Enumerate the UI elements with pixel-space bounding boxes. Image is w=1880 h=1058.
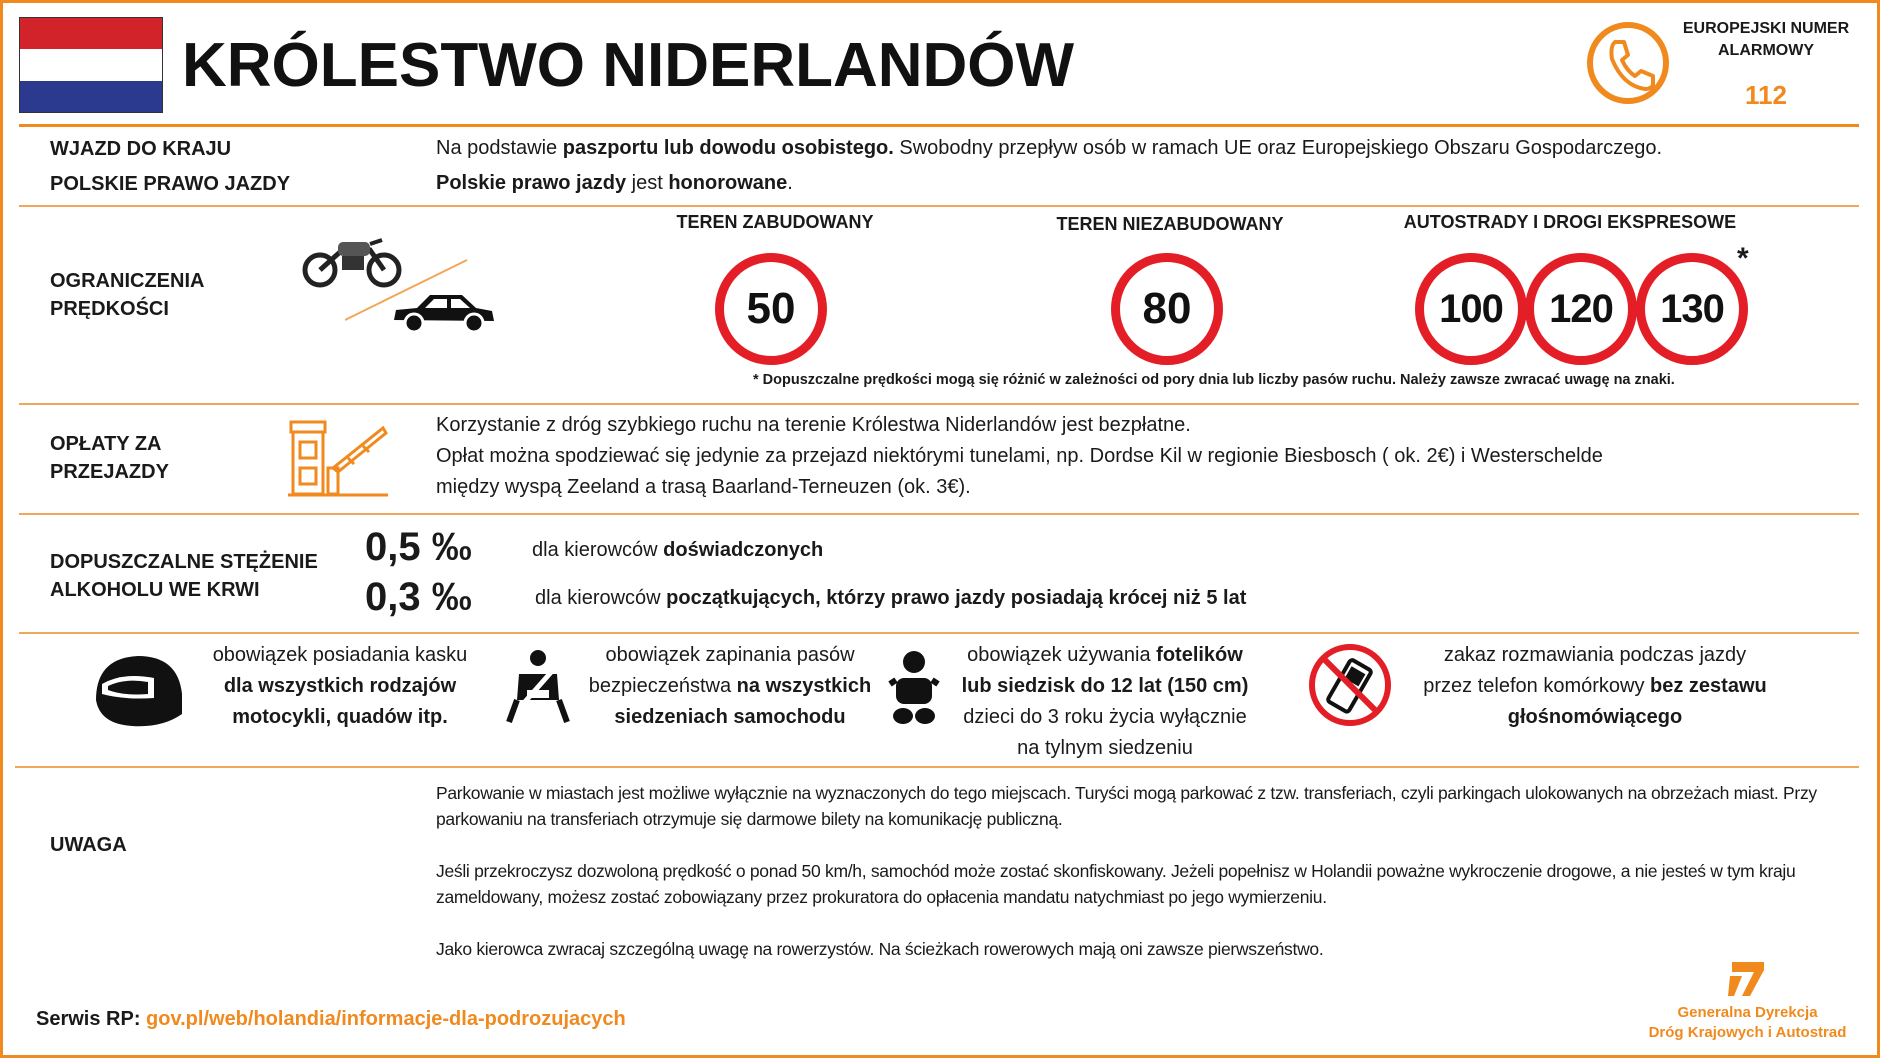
tolls-text — [436, 410, 1603, 503]
alcohol-desc-1a: dla kierowców — [532, 539, 664, 561]
emergency-line2: ALARMOWY — [1718, 42, 1814, 59]
notes-paragraph-2: Jeśli przekroczysz dozwoloną prędkość o ponad 50 km/h, samochód może zostać skonfiskowany. Jeżeli popełnisz w Holandii poważne wykroczenie drogowe, a nie jesteś w tym kraju zameldowany, możesz zostać zobowiązany przez prokuratora do opłacenia mandatu natychmiast po jego wymierzeniu. — [436, 861, 1796, 907]
speed-label — [50, 267, 204, 323]
divider — [19, 403, 1859, 405]
divider — [19, 632, 1859, 634]
rural-title: TEREN NIEZABUDOWANY — [1056, 214, 1284, 234]
entry-label: WJAZD DO KRAJU — [50, 138, 232, 160]
emergency-label — [1676, 18, 1856, 62]
rule-child-l1b: fotelików — [1156, 644, 1243, 666]
rule-seatbelt-l3: siedzeniach samochodu — [614, 706, 846, 728]
divider — [19, 205, 1859, 207]
speed-asterisk: * — [1737, 242, 1749, 275]
helmet-icon — [92, 650, 184, 730]
license-text-b: jest — [626, 172, 669, 194]
alcohol-label — [50, 548, 318, 604]
rule-phone-l2b: bez zestawu — [1650, 675, 1767, 697]
gddkia-logo-icon — [1728, 960, 1768, 998]
toll-gate-icon — [288, 418, 388, 498]
entry-text-b: paszportu lub dowodu osobistego. — [562, 137, 894, 159]
alcohol-value-2: 0,3 ‰ — [365, 575, 472, 619]
no-phone-icon — [1307, 642, 1393, 728]
rule-phone-l1: zakaz rozmawiania podczas jazdy — [1443, 644, 1747, 666]
rule-child-l4: na tylnym siedzeniu — [1017, 737, 1193, 759]
rule-child-seat — [945, 640, 1265, 764]
alcohol-desc-2b: początkujących, którzy prawo jazdy posiadają krócej niż 5 lat — [666, 587, 1247, 609]
license-text-a: Polskie prawo jazdy — [436, 172, 627, 194]
tolls-line-1: Korzystanie z dróg szybkiego ruchu na terenie Królestwa Niderlandów jest bezpłatne. — [436, 414, 1191, 436]
child-icon — [888, 650, 940, 730]
license-text — [436, 168, 793, 199]
notes-text — [436, 780, 1856, 962]
tolls-label-1: OPŁATY ZA — [50, 433, 162, 455]
speed-label-1: OGRANICZENIA — [50, 270, 205, 292]
alcohol-label-1: DOPUSZCZALNE STĘŻENIE — [50, 551, 318, 573]
rule-helmet-l3: motocykli, quadów itp. — [232, 706, 448, 728]
license-label: POLSKIE PRAWO JAZDY — [50, 173, 291, 195]
notes-paragraph-3: Jako kierowca zwracaj szczególną uwagę na rowerzystów. Na ścieżkach rowerowych mają oni zawsze pierwszeństwo. — [436, 939, 1324, 959]
page-title: KRÓLESTWO NIDERLANDÓW — [182, 31, 1075, 100]
tolls-label-2: PRZEJAZDY — [50, 461, 169, 483]
tolls-label — [50, 430, 169, 486]
entry-text-a: Na podstawie — [436, 137, 563, 159]
urban-title: TEREN ZABUDOWANY — [676, 212, 874, 232]
tolls-line-2: Opłat można spodziewać się jedynie za przejazd niektórymi tunelami, np. Dordse Kil w regionie Biesbosch ( ok. 2€) i Westerschelde — [436, 445, 1603, 467]
motorway-title: AUTOSTRADY I DROGI EKSPRESOWE — [1403, 212, 1737, 232]
tolls-line-3: między wyspą Zeeland a trasą Baarland-Terneuzen (ok. 3€). — [436, 476, 971, 498]
gddkia-line-2: Dróg Krajowych i Autostrad — [1648, 1024, 1847, 1041]
entry-text — [436, 133, 1662, 164]
gddkia-line-1: Generalna Dyrekcja — [1677, 1004, 1818, 1021]
notes-label: UWAGA — [50, 834, 127, 856]
speed-note: * Dopuszczalne prędkości mogą się różnić w zależności od pory dnia lub liczby pasów ruchu. Należy zawsze zwracać uwagę na znaki. — [753, 372, 1675, 388]
rule-child-l3: dzieci do 3 roku życia wyłącznie — [963, 706, 1247, 728]
rule-seatbelt-l2a: bezpieczeństwa — [588, 675, 737, 697]
rule-helmet — [200, 640, 480, 733]
license-text-c: honorowane — [668, 172, 788, 194]
alcohol-value-1: 0,5 ‰ — [365, 525, 472, 569]
alcohol-label-2: ALKOHOLU WE KRWI — [50, 579, 260, 601]
service-link[interactable]: gov.pl/web/holandia/informacje-dla-podrozujacych — [146, 1008, 626, 1030]
emergency-line1: EUROPEJSKI NUMER — [1682, 20, 1850, 37]
speed-sign-motorway-120: 120 — [1525, 253, 1637, 365]
divider — [19, 124, 1859, 127]
rule-seatbelt-l2b: na wszystkich — [736, 675, 872, 697]
license-text-d: . — [787, 172, 793, 194]
rule-child-l1a: obowiązek używania — [967, 644, 1157, 666]
rule-phone — [1395, 640, 1795, 733]
gddkia-name — [1625, 1003, 1870, 1043]
flag-netherlands — [19, 17, 163, 113]
rule-seatbelt — [580, 640, 880, 733]
alcohol-desc-1b: doświadczonych — [663, 539, 824, 561]
rule-helmet-l2: dla wszystkich rodzajów — [223, 675, 457, 697]
entry-text-c: Swobodny przepływ osób w ramach UE oraz Europejskiego Obszaru Gospodarczego. — [893, 137, 1663, 159]
divider — [19, 513, 1859, 515]
service-label: Serwis RP: — [36, 1008, 147, 1030]
rule-phone-l2a: przez telefon komórkowy — [1423, 675, 1651, 697]
car-icon — [392, 290, 497, 335]
rule-phone-l3: głośnomówiącego — [1507, 706, 1683, 728]
service-line — [36, 1008, 626, 1031]
rule-helmet-l1: obowiązek posiadania kasku — [212, 644, 468, 666]
speed-sign-urban: 50 — [715, 253, 827, 365]
phone-icon — [1585, 20, 1671, 106]
divider — [15, 766, 1859, 768]
notes-paragraph-1: Parkowanie w miastach jest możliwe wyłącznie na wyznaczonych do tego miejscach. Turyści mogą parkować z tzw. transferiach, czyli parkingach ulokowanych na obrzeżach miast. Przy parkowaniu na transferiach otrzymuje się darmowe bilety na komunikację publiczną. — [436, 783, 1817, 829]
alcohol-desc-2 — [535, 583, 1246, 614]
speed-label-2: PRĘDKOŚCI — [50, 298, 169, 320]
rule-seatbelt-l1: obowiązek zapinania pasów — [605, 644, 855, 666]
speed-sign-motorway-130: 130 — [1636, 253, 1748, 365]
alcohol-desc-2a: dla kierowców — [535, 587, 667, 609]
speed-sign-rural: 80 — [1111, 253, 1223, 365]
rule-child-l2: lub siedzisk do 12 lat (150 cm) — [961, 675, 1249, 697]
alcohol-desc-1 — [532, 535, 823, 566]
seatbelt-icon — [505, 648, 571, 724]
speed-sign-motorway-100: 100 — [1415, 253, 1527, 365]
emergency-number: 112 — [1745, 80, 1787, 110]
